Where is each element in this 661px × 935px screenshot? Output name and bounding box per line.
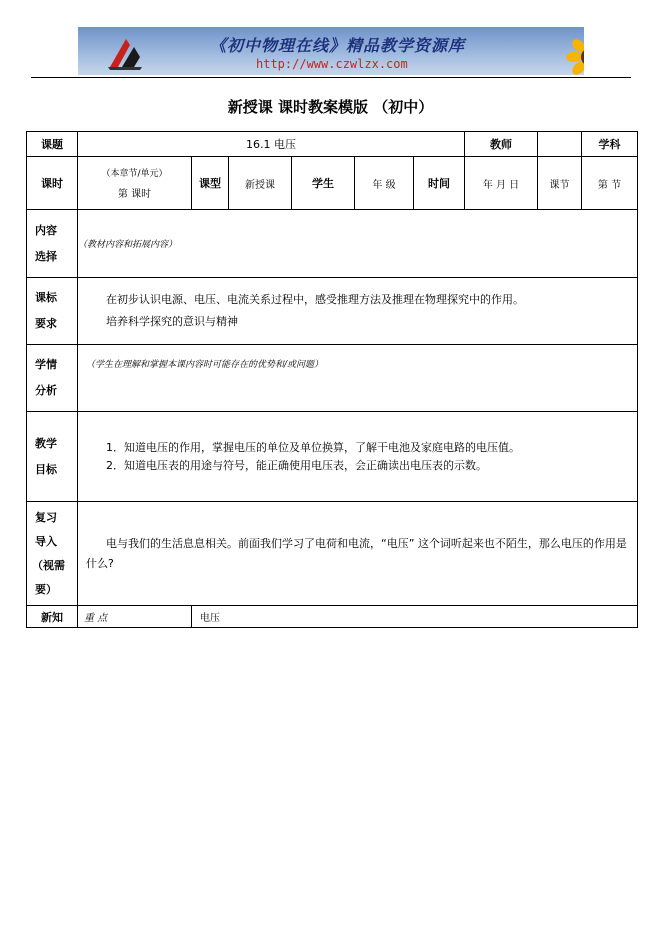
label-content-1: 内容 bbox=[35, 223, 57, 237]
label-review-2: 导入 bbox=[35, 534, 57, 548]
label-standard-2: 要求 bbox=[35, 317, 57, 330]
row-new-knowledge bbox=[27, 606, 638, 628]
page-title: 新授课 课时教案模版 （初中） bbox=[227, 98, 434, 116]
lesson-plan-table bbox=[26, 131, 638, 628]
period-value: 第 课时 bbox=[117, 189, 152, 200]
objectives-cell[interactable] bbox=[78, 412, 638, 502]
header-banner bbox=[78, 27, 584, 75]
row-content bbox=[27, 210, 638, 278]
label-review-1: 复习 bbox=[35, 510, 57, 524]
chapter-hint: （本章节/单元） bbox=[101, 169, 168, 179]
period-cell[interactable] bbox=[78, 157, 192, 210]
banner-url[interactable]: http://www.czwlzx.com bbox=[256, 57, 408, 71]
label-analysis bbox=[27, 345, 78, 412]
topic-value[interactable]: 16.1 电压 bbox=[78, 132, 465, 157]
label-objectives-1: 教学 bbox=[35, 436, 57, 450]
row-topic bbox=[27, 132, 638, 157]
analysis-cell[interactable] bbox=[78, 345, 638, 412]
sunflower-icon bbox=[566, 33, 584, 75]
label-time: 时间 bbox=[414, 157, 465, 210]
label-analysis-1: 学情 bbox=[35, 358, 57, 371]
standard-line-1: 在初步认识电源、电压、电流关系过程中，感受推理方法及推理在物理探究中的作用。 bbox=[106, 293, 524, 306]
review-text: 电与我们的生活息息相关。前面我们学习了电荷和电流，“电压” 这个词听起来也不陌生，那么电压的作用是什么? bbox=[86, 536, 627, 570]
content-hint: （教材内容和拓展内容） bbox=[78, 240, 178, 250]
objective-item-2: 2．知道电压表的用途与符号，能正确使用电压表，会正确读出电压表的示数。 bbox=[106, 458, 487, 472]
label-content bbox=[27, 210, 78, 278]
label-content-2: 选择 bbox=[35, 249, 57, 263]
label-analysis-2: 分析 bbox=[35, 384, 57, 397]
label-topic: 课题 bbox=[27, 132, 78, 157]
row-review bbox=[27, 502, 638, 606]
analysis-hint: （学生在理解和掌握本课内容时可能存在的优势和/或问题） bbox=[86, 360, 324, 370]
label-standard-1: 课标 bbox=[35, 291, 57, 304]
header-rule bbox=[31, 77, 631, 78]
grade-value[interactable]: 年 级 bbox=[355, 157, 414, 210]
label-objectives bbox=[27, 412, 78, 502]
label-objectives-2: 目标 bbox=[35, 462, 57, 476]
label-period: 课时 bbox=[27, 157, 78, 210]
label-review bbox=[27, 502, 78, 606]
label-review-3: （视需 bbox=[32, 558, 65, 572]
row-analysis bbox=[27, 345, 638, 412]
banner-title: 《初中物理在线》精品教学资源库 bbox=[210, 36, 466, 55]
type-value[interactable]: 新授课 bbox=[229, 157, 292, 210]
key-point-cell bbox=[78, 606, 192, 628]
row-objectives bbox=[27, 412, 638, 502]
label-subject: 学科 bbox=[582, 132, 638, 157]
key-point-label: 重 点 bbox=[84, 613, 108, 624]
section-label: 课节 bbox=[538, 157, 582, 210]
row-standard bbox=[27, 278, 638, 345]
teacher-value[interactable] bbox=[538, 132, 582, 157]
label-type: 课型 bbox=[192, 157, 229, 210]
section-value[interactable]: 第 节 bbox=[582, 157, 638, 210]
key-point-value[interactable]: 电压 bbox=[192, 606, 638, 628]
label-student: 学生 bbox=[292, 157, 355, 210]
label-new-knowledge: 新知 bbox=[27, 606, 78, 628]
label-standard bbox=[27, 278, 78, 345]
review-cell[interactable] bbox=[78, 502, 638, 606]
date-value[interactable]: 年 月 日 bbox=[465, 157, 538, 210]
site-logo bbox=[104, 33, 146, 71]
label-teacher: 教师 bbox=[465, 132, 538, 157]
standard-line-2: 培养科学探究的意识与精神 bbox=[106, 315, 238, 328]
objective-item-1: 1．知道电压的作用，掌握电压的单位及单位换算，了解干电池及家庭电路的电压值。 bbox=[106, 440, 520, 454]
standard-cell[interactable] bbox=[78, 278, 638, 345]
content-cell[interactable] bbox=[78, 210, 638, 278]
row-period bbox=[27, 157, 638, 210]
label-review-4: 要） bbox=[35, 582, 57, 596]
